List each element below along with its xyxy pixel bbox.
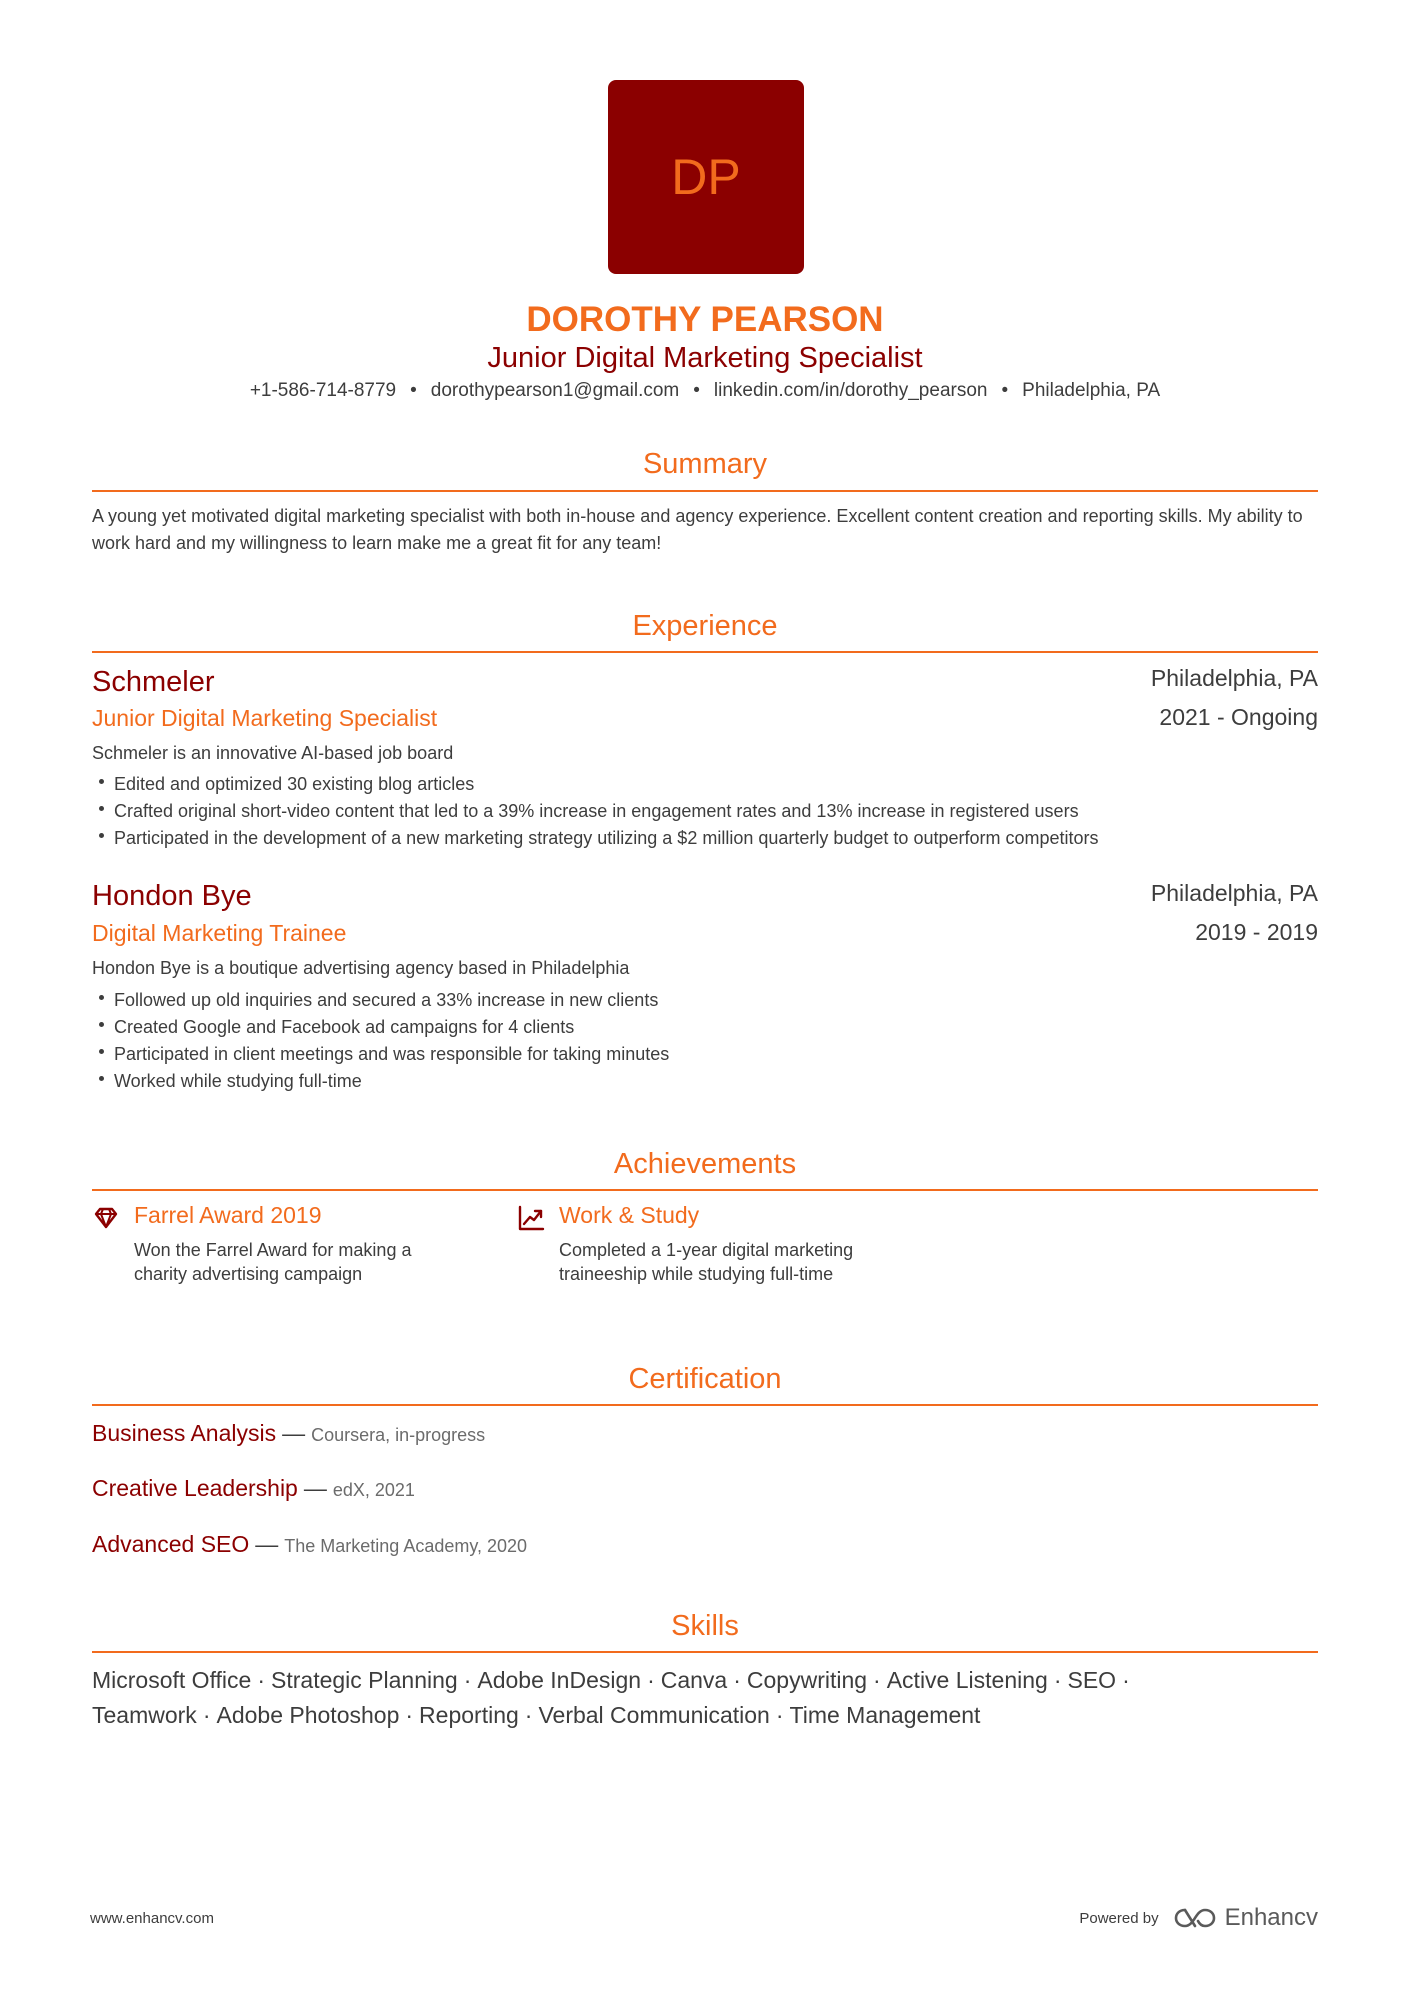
job-bullets <box>92 987 669 1095</box>
skill-separator: · <box>775 1702 784 1728</box>
skill-separator: · <box>647 1667 655 1693</box>
skill-item: SEO <box>1067 1667 1117 1693</box>
skill-item: Canva <box>660 1667 728 1693</box>
skills-row <box>92 1663 1318 1698</box>
certification-name: Advanced SEO <box>92 1531 250 1557</box>
contact-linkedin[interactable]: linkedin.com/in/dorothy_pearson <box>713 380 988 401</box>
section-divider <box>92 651 1318 653</box>
candidate-title: Junior Digital Marketing Specialist <box>487 342 923 374</box>
skill-item: Verbal Communication <box>538 1702 770 1728</box>
certification-org: edX, 2021 <box>332 1480 415 1500</box>
achievement-item <box>517 1202 917 1312</box>
achievement-item <box>92 1202 492 1292</box>
skill-separator: · <box>1122 1667 1130 1693</box>
achievement-description: Won the Farrel Award for making a charity advertising campaign <box>134 1240 412 1284</box>
skill-separator: · <box>873 1667 881 1693</box>
achievement-description: Completed a 1-year digital marketing traineeship while studying full-time <box>559 1240 854 1284</box>
skill-separator: · <box>405 1702 414 1728</box>
skill-item: Active Listening <box>886 1667 1048 1693</box>
certification-name: Business Analysis <box>92 1420 277 1446</box>
company-name: Schmeler <box>92 666 215 698</box>
certification-org: The Marketing Academy, 2020 <box>284 1536 528 1556</box>
certification-item <box>92 1475 415 1502</box>
list-item: Participated in client meetings and was responsible for taking minutes <box>92 1041 669 1068</box>
infinity-logo-icon <box>1173 1906 1217 1930</box>
skill-separator: · <box>202 1702 211 1728</box>
achievement-title: Farrel Award 2019 <box>134 1202 322 1228</box>
skill-separator: · <box>257 1667 266 1693</box>
section-title-certification: Certification <box>628 1363 782 1395</box>
candidate-name: DOROTHY PEARSON <box>526 300 884 339</box>
section-divider <box>92 1651 1318 1653</box>
skills-row <box>92 1698 1318 1733</box>
contact-separator: • <box>693 380 700 401</box>
contact-separator: • <box>1001 380 1009 401</box>
company-description: Hondon Bye is a boutique advertising agency based in Philadelphia <box>92 958 630 978</box>
brand-name: Enhancv <box>1224 1904 1318 1931</box>
section-divider <box>92 1404 1318 1406</box>
section-title-summary: Summary <box>642 448 768 480</box>
job-location: Philadelphia, PA <box>1150 880 1318 906</box>
list-item: Crafted original short-video content that led to a 39% increase in engagement rates and 13% increase in registered users <box>92 798 1099 825</box>
section-divider <box>92 490 1318 492</box>
skill-separator: · <box>463 1667 472 1693</box>
certification-name: Creative Leadership <box>92 1475 298 1501</box>
contact-line <box>92 380 1318 402</box>
section-title-achievements: Achievements <box>613 1148 797 1180</box>
skills-list <box>92 1663 1318 1733</box>
trending-up-icon <box>517 1204 545 1232</box>
section-title-experience: Experience <box>632 610 778 642</box>
powered-by-label: Powered by <box>1079 1909 1159 1927</box>
job-role: Digital Marketing Trainee <box>92 920 347 946</box>
skill-separator: · <box>1053 1667 1062 1693</box>
skill-item: Copywriting <box>746 1667 868 1693</box>
company-description: Schmeler is an innovative AI-based job board <box>92 743 454 763</box>
avatar <box>608 80 804 274</box>
certification-org: Coursera, in-progress <box>311 1425 486 1445</box>
footer-powered-by <box>1079 1904 1318 1932</box>
achievement-title: Work & Study <box>559 1202 700 1228</box>
list-item: Followed up old inquiries and secured a 33% increase in new clients <box>92 987 669 1014</box>
diamond-icon <box>92 1204 120 1232</box>
list-item: Participated in the development of a new marketing strategy utilizing a $2 million quarterly budget to outperform competitors <box>92 825 1099 852</box>
skill-item: Time Management <box>789 1702 981 1728</box>
contact-email[interactable]: dorothypearson1@gmail.com <box>430 380 680 401</box>
skill-item: Microsoft Office <box>92 1667 252 1693</box>
certification-item <box>92 1531 527 1558</box>
list-item: Created Google and Facebook ad campaigns for 4 clients <box>92 1014 669 1041</box>
contact-phone[interactable]: +1-586-714-8779 <box>249 380 397 401</box>
avatar-initials: DP <box>671 149 741 205</box>
skill-separator: · <box>524 1702 533 1728</box>
certification-dash: — <box>255 1531 279 1557</box>
certification-dash: — <box>303 1475 327 1501</box>
skill-separator: · <box>733 1667 741 1693</box>
contact-separator: • <box>410 380 417 401</box>
skill-item: Adobe Photoshop <box>216 1702 400 1728</box>
section-title-skills: Skills <box>671 1610 739 1642</box>
certification-item <box>92 1420 485 1447</box>
skill-item: Strategic Planning <box>271 1667 458 1693</box>
job-location: Philadelphia, PA <box>1150 665 1318 691</box>
brand-logo[interactable] <box>1173 1904 1318 1932</box>
skill-item: Teamwork <box>92 1702 197 1728</box>
skill-item: Reporting <box>419 1702 519 1728</box>
contact-location: Philadelphia, PA <box>1022 380 1161 401</box>
skill-item: Adobe InDesign <box>477 1667 642 1693</box>
certification-dash: — <box>282 1420 306 1446</box>
job-dates: 2021 - Ongoing <box>1159 704 1318 730</box>
job-dates: 2019 - 2019 <box>1195 919 1318 945</box>
job-bullets <box>92 771 1099 852</box>
list-item: Worked while studying full-time <box>92 1068 669 1095</box>
company-name: Hondon Bye <box>92 880 252 912</box>
list-item: Edited and optimized 30 existing blog articles <box>92 771 1099 798</box>
summary-text: A young yet motivated digital marketing specialist with both in-house and agency experience. Excellent content creation and reporting skills. My ability to work hard and my willingness to learn make me a great fit for any team! <box>92 506 1303 553</box>
footer-website[interactable]: www.enhancv.com <box>90 1910 214 1927</box>
section-divider <box>92 1189 1318 1191</box>
job-role: Junior Digital Marketing Specialist <box>92 705 438 731</box>
